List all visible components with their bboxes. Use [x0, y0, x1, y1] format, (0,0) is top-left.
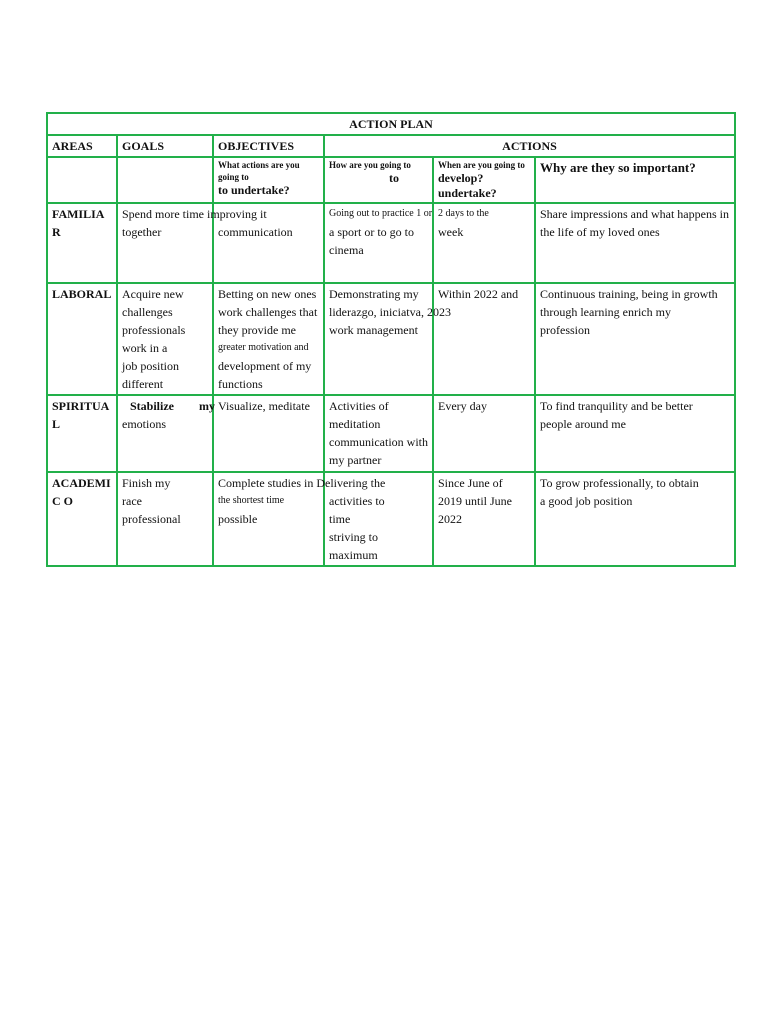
objective-line: Complete studies in Delivering the: [218, 476, 386, 490]
when-line: 2 days to the: [438, 208, 489, 219]
header-goals: GOALS: [117, 135, 213, 157]
question-empty-goals: [117, 157, 213, 203]
when-line: 2022: [438, 512, 462, 526]
question-what-small: What actions are you going to: [218, 160, 300, 182]
objective-line: the shortest time: [218, 495, 285, 506]
goal-line: emotions: [122, 417, 166, 431]
how-line: liderazgo, iniciatva, 2023: [329, 305, 451, 319]
objective-line: Visualize, meditate: [218, 399, 310, 413]
when-line: Every day: [438, 399, 487, 413]
question-what: [213, 157, 324, 203]
why-line: Share impressions and what happens in: [540, 207, 729, 221]
goal-line: challenges: [122, 305, 173, 319]
header-areas: AREAS: [47, 135, 117, 157]
how-line: time: [329, 512, 351, 526]
goal-cell: [117, 283, 213, 395]
objective-line: development of my: [218, 359, 312, 373]
objective-line: functions: [218, 377, 263, 391]
when-line: Since June of: [438, 476, 503, 490]
how-line: striving to: [329, 530, 379, 544]
goal-line: professionals: [122, 323, 186, 337]
how-line: cinema: [329, 243, 364, 257]
area-cell: LABORAL: [47, 283, 117, 395]
goal-line: Acquire new: [122, 287, 184, 301]
why-line: people around me: [540, 417, 626, 431]
goal-line: Stabilize my: [130, 399, 215, 413]
why-cell: [535, 472, 735, 566]
area-cell: ACADEMIC O: [47, 472, 117, 566]
question-how: [324, 157, 433, 203]
how-line: Activities of: [329, 399, 389, 413]
when-line: Within 2022 and: [438, 287, 519, 301]
goal-line: professional: [122, 512, 181, 526]
how-cell: [324, 203, 433, 283]
why-line: To grow professionally, to obtain: [540, 476, 699, 490]
why-cell: [535, 203, 735, 283]
how-line: my partner: [329, 453, 382, 467]
goal-line: together: [122, 225, 162, 239]
area-cell: SPIRITUAL: [47, 395, 117, 472]
why-line: the life of my loved ones: [540, 225, 660, 239]
header-actions: ACTIONS: [324, 135, 735, 157]
objective-cell: [213, 283, 324, 395]
how-cell: [324, 283, 451, 395]
why-line: a good job position: [540, 494, 633, 508]
question-how-small: How are you going to: [329, 160, 411, 170]
area-cell: FAMILIAR: [47, 203, 117, 283]
goal-line: work in a: [122, 341, 168, 355]
question-why-text: Why are they so important?: [540, 160, 696, 175]
how-line: Going out to practice 1 or: [329, 208, 433, 219]
why-line: To find tranquility and be better: [540, 399, 693, 413]
why-cell: [535, 283, 735, 395]
when-cell: [433, 283, 535, 395]
when-line: week: [438, 225, 464, 239]
header-objectives: OBJECTIVES: [213, 135, 324, 157]
when-cell: [433, 203, 535, 283]
table-row: [47, 283, 735, 395]
why-line: through learning enrich my: [540, 305, 671, 319]
how-line: communication with: [329, 435, 428, 449]
how-line: Demonstrating my: [329, 287, 419, 301]
goal-line: Finish my: [122, 476, 171, 490]
objective-line: they provide me: [218, 323, 296, 337]
goal-line: Spend more time improving it: [122, 207, 267, 221]
objective-line: Betting on new ones: [218, 287, 317, 301]
question-row: [47, 157, 735, 203]
question-when: [433, 157, 535, 203]
action-plan-document: [46, 112, 734, 567]
how-line: work management: [329, 323, 418, 337]
how-line: maximum: [329, 548, 378, 562]
table-row: [47, 395, 735, 472]
header-row: [47, 135, 735, 157]
how-cell: [324, 395, 433, 472]
objective-line: communication: [218, 225, 293, 239]
when-line: 2019 until June: [438, 494, 512, 508]
why-line: profession: [540, 323, 590, 337]
action-plan-table: [46, 112, 736, 567]
objective-line: greater motivation and: [218, 342, 309, 353]
why-line: Continuous training, being in growth: [540, 287, 718, 301]
question-when-small: When are you going to: [438, 160, 525, 170]
question-why: [535, 157, 735, 203]
goal-line: different: [122, 377, 164, 391]
objective-line: work challenges that: [218, 305, 318, 319]
objective-cell: [213, 395, 324, 472]
table-row: [47, 203, 735, 283]
goal-cell: [117, 472, 213, 566]
question-what-big: to undertake?: [218, 183, 290, 197]
how-line: meditation: [329, 417, 381, 431]
question-empty-areas: [47, 157, 117, 203]
goal-line: job position: [122, 359, 180, 373]
goal-cell: [117, 395, 213, 472]
objective-line: possible: [218, 512, 258, 526]
table-title: ACTION PLAN: [47, 113, 735, 135]
table-row: [47, 472, 735, 566]
question-when-big: develop? undertake?: [438, 171, 497, 200]
how-line: a sport or to go to: [329, 225, 414, 239]
how-line: activities to: [329, 494, 385, 508]
question-how-big: to: [389, 171, 399, 185]
why-cell: [535, 395, 735, 472]
when-cell: [433, 395, 535, 472]
goal-line: race: [122, 494, 142, 508]
title-row: [47, 113, 735, 135]
when-cell: [433, 472, 535, 566]
